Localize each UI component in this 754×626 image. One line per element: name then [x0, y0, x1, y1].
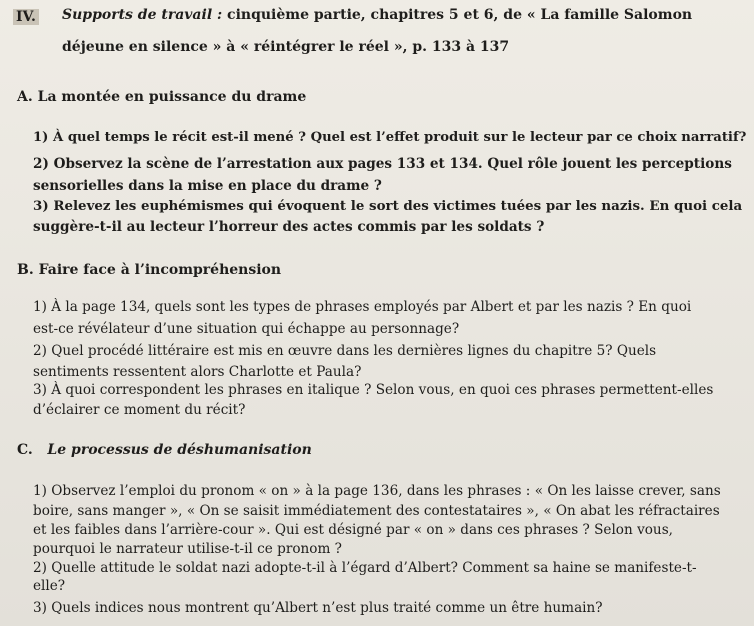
section-a-line-5: suggère-t-il au lecteur l’horreur des actes commis par les soldats ?	[33, 219, 545, 235]
part-title-italic: Supports de travail :	[62, 7, 223, 23]
section-c-line-7: 3) Quels indices nous montrent qu’Albert n’est plus traité comme un être humain?	[33, 600, 603, 616]
section-a-line-4: 3) Relevez les euphémismes qui évoquent le sort des victimes tuées par les nazis. En quoi cela	[33, 198, 743, 214]
section-c-line-4: pourquoi le narrateur utilise-t-il ce pronom ?	[33, 541, 342, 557]
section-b-line-4: sentiments ressentent alors Charlotte et Paula?	[33, 364, 362, 380]
section-b-title: B. Faire face à l’incompréhension	[17, 262, 282, 278]
section-c-line-3: et les faibles dans l’arrière-cour ». Qui est désigné par « on » dans ces phrases ? Selon vous,	[33, 522, 673, 538]
section-a-line-1: 1) À quel temps le récit est-il mené ? Quel est l’effet produit sur le lecteur par ce choix narratif?	[33, 130, 747, 145]
section-a-title: A. La montée en puissance du drame	[17, 89, 307, 105]
part-number: IV.	[13, 9, 39, 25]
section-c-letter: C.	[17, 442, 33, 458]
section-c-line-1: 1) Observez l’emploi du pronom « on » à la page 136, dans les phrases : « On les laisse crever, sans	[33, 483, 721, 499]
part-title-line-2: déjeune en silence » à « réintégrer le réel », p. 133 à 137	[62, 39, 510, 55]
part-title-line-1	[62, 7, 692, 24]
section-c-line-6: elle?	[33, 578, 66, 594]
section-c-title-text: Le processus de déshumanisation	[47, 442, 312, 458]
section-b-line-1: 1) À la page 134, quels sont les types de phrases employés par Albert et par les nazis ? En quoi	[33, 299, 692, 315]
section-a-line-3: sensorielles dans la mise en place du drame ?	[33, 178, 382, 194]
section-c-line-5: 2) Quelle attitude le soldat nazi adopte-t-il à l’égard d’Albert? Comment sa haine se manifeste-t-	[33, 560, 697, 576]
section-c-title	[17, 442, 312, 459]
section-b-line-6: d’éclairer ce moment du récit?	[33, 402, 246, 418]
section-b-line-2: est-ce révélateur d’une situation qui échappe au personnage?	[33, 321, 460, 337]
section-a-line-2: 2) Observez la scène de l’arrestation aux pages 133 et 134. Quel rôle jouent les perceptions	[33, 156, 732, 172]
section-b-line-5: 3) À quoi correspondent les phrases en italique ? Selon vous, en quoi ces phrases permettent-elles	[33, 382, 714, 398]
part-title-rest: cinquième partie, chapitres 5 et 6, de « La famille Salomon	[222, 7, 693, 23]
section-c-line-2: boire, sans manger », « On se saisit immédiatement des contestataires », « On abat les réfractaires	[33, 503, 720, 519]
section-b-line-3: 2) Quel procédé littéraire est mis en œuvre dans les dernières lignes du chapitre 5? Quels	[33, 343, 657, 359]
